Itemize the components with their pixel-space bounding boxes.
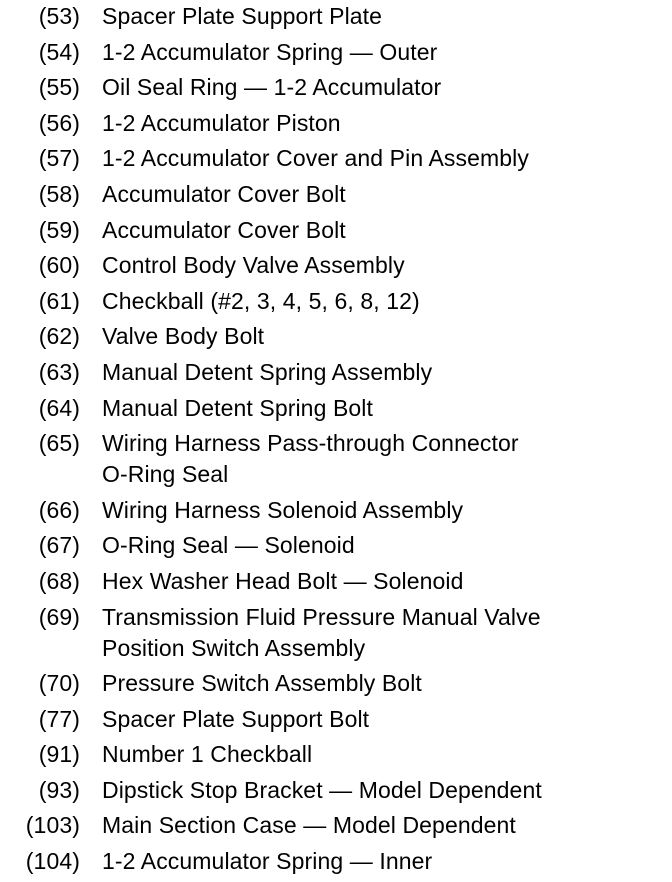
part-description: 1-2 Accumulator Piston bbox=[102, 109, 341, 136]
part-description: Wiring Harness Pass-through Connector O-Ring Seal bbox=[102, 430, 519, 488]
part-number: (67) bbox=[38, 532, 80, 559]
list-item bbox=[0, 530, 672, 561]
part-number: (56) bbox=[38, 109, 80, 136]
list-item bbox=[0, 602, 672, 664]
part-description: Manual Detent Spring Assembly bbox=[102, 358, 433, 385]
part-number: (104) bbox=[25, 848, 80, 875]
part-number: (93) bbox=[38, 776, 80, 803]
part-description: O-Ring Seal — Solenoid bbox=[102, 532, 355, 559]
part-number: (59) bbox=[38, 216, 80, 243]
part-description: Main Section Case — Model Dependent bbox=[102, 812, 516, 839]
part-number: (69) bbox=[38, 603, 80, 630]
part-description: 1-2 Accumulator Cover and Pin Assembly bbox=[102, 145, 529, 172]
list-item bbox=[0, 215, 672, 246]
list-item bbox=[0, 810, 672, 841]
part-number: (77) bbox=[38, 705, 80, 732]
part-number: (53) bbox=[38, 3, 80, 29]
part-number: (66) bbox=[38, 496, 80, 523]
part-number: (64) bbox=[38, 394, 80, 421]
part-number: (61) bbox=[38, 287, 80, 314]
list-item bbox=[0, 775, 672, 806]
list-item bbox=[0, 321, 672, 352]
list-item bbox=[0, 357, 672, 388]
list-item bbox=[0, 566, 672, 597]
part-description: Dipstick Stop Bracket — Model Dependent bbox=[102, 776, 542, 803]
part-number: (58) bbox=[38, 180, 80, 207]
part-description: Wiring Harness Solenoid Assembly bbox=[102, 496, 464, 523]
part-number: (91) bbox=[38, 741, 80, 768]
part-number: (54) bbox=[38, 38, 80, 65]
list-item bbox=[0, 250, 672, 281]
part-number: (65) bbox=[38, 430, 80, 457]
part-description: Valve Body Bolt bbox=[102, 323, 265, 350]
parts-legend-list bbox=[0, 1, 672, 882]
part-description: Accumulator Cover Bolt bbox=[102, 180, 346, 207]
part-description: Manual Detent Spring Bolt bbox=[102, 394, 373, 421]
part-number: (68) bbox=[38, 567, 80, 594]
part-description: 1-2 Accumulator Spring — Inner bbox=[102, 848, 433, 875]
list-item bbox=[0, 393, 672, 424]
part-number: (57) bbox=[38, 145, 80, 172]
part-description: Accumulator Cover Bolt bbox=[102, 216, 346, 243]
list-item bbox=[0, 143, 672, 174]
part-number: (55) bbox=[38, 74, 80, 101]
part-number: (70) bbox=[38, 670, 80, 697]
list-item bbox=[0, 495, 672, 526]
part-description: Pressure Switch Assembly Bolt bbox=[102, 670, 422, 697]
list-item bbox=[0, 108, 672, 139]
part-number: (62) bbox=[38, 323, 80, 350]
list-item bbox=[0, 704, 672, 735]
part-description: Hex Washer Head Bolt — Solenoid bbox=[102, 567, 464, 594]
list-item bbox=[0, 37, 672, 68]
list-item bbox=[0, 1, 672, 32]
part-description: Transmission Fluid Pressure Manual Valve Position Switch Assembly bbox=[102, 603, 541, 661]
part-description: Checkball (#2, 3, 4, 5, 6, 8, 12) bbox=[102, 287, 420, 314]
list-item bbox=[0, 668, 672, 699]
list-item bbox=[0, 428, 672, 490]
list-item bbox=[0, 179, 672, 210]
list-item bbox=[0, 846, 672, 877]
part-number: (63) bbox=[38, 358, 80, 385]
part-number: (60) bbox=[38, 252, 80, 279]
list-item bbox=[0, 739, 672, 770]
part-description: Spacer Plate Support Bolt bbox=[102, 705, 370, 732]
part-number: (103) bbox=[25, 812, 80, 839]
list-item bbox=[0, 72, 672, 103]
part-description: Control Body Valve Assembly bbox=[102, 252, 405, 279]
part-description: 1-2 Accumulator Spring — Outer bbox=[102, 38, 438, 65]
list-item bbox=[0, 286, 672, 317]
part-description: Number 1 Checkball bbox=[102, 741, 313, 768]
part-description: Spacer Plate Support Plate bbox=[102, 3, 383, 29]
part-description: Oil Seal Ring — 1-2 Accumulator bbox=[102, 74, 442, 101]
